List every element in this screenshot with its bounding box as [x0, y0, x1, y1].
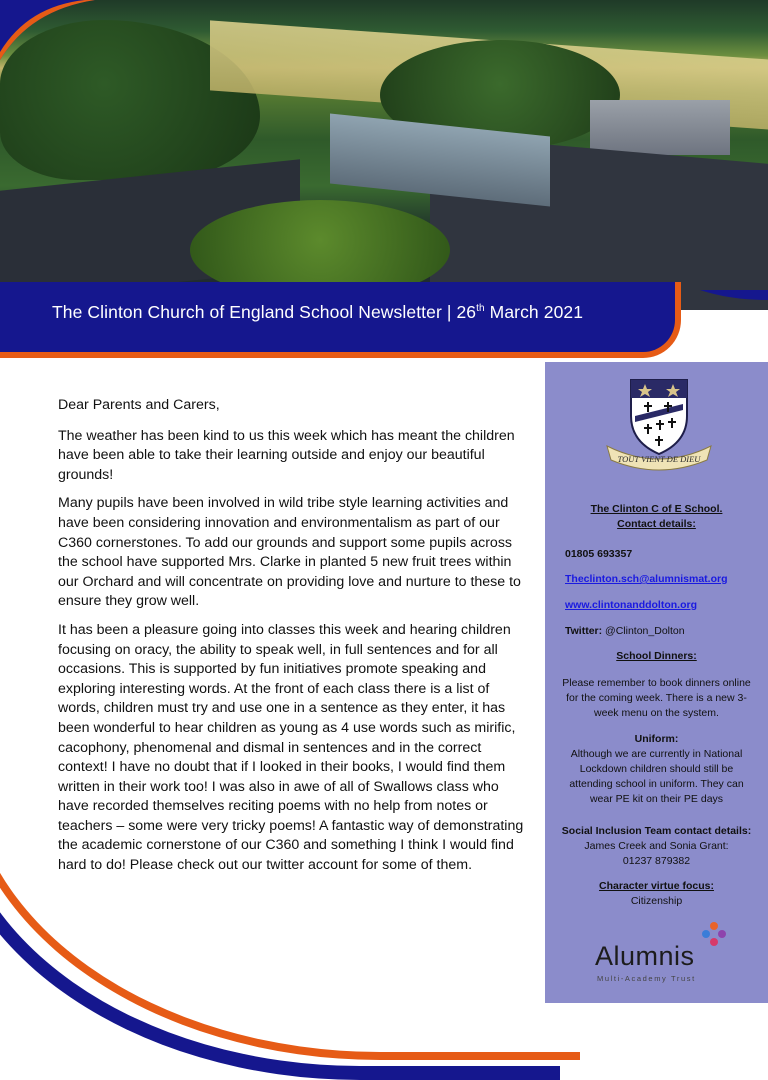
inclusion-heading: Social Inclusion Team contact details: — [561, 825, 752, 837]
virtue-text: Citizenship — [630, 895, 683, 907]
info-sidebar — [545, 362, 768, 1003]
dinners-text: Please remember to book dinners online for the coming week. There is a new 3-week menu on the system. — [562, 677, 751, 719]
newsletter-title: The Clinton Church of England School Newsletter | 26th March 2021 — [52, 302, 584, 322]
uniform-text: Although we are currently in National Lockdown children should still be attending school in uniform. They can wear PE kit on their PE days — [569, 748, 744, 805]
website-container — [565, 598, 768, 613]
school-crest-icon — [603, 376, 715, 476]
contact-title-line-2: Contact details: — [617, 518, 696, 530]
email-link[interactable]: Theclinton.sch@alumnismat.org — [565, 573, 728, 585]
letter-paragraph-2: Many pupils have been involved in wild tribe style learning activities and have been considering innovation and environmentalism as part of our C360 cornerstones. To add our grounds and support some pupils across the school have supported Mrs. Clarke in planted 5 new fruit trees within our Orchard and will concentrate on providing love and nurture to these to ensure they grow well. — [58, 495, 521, 610]
dinners-heading: School Dinners: — [616, 650, 697, 662]
virtue-heading: Character virtue focus: — [599, 880, 714, 892]
inclusion-names: James Creek and Sonia Grant: — [584, 840, 729, 852]
letter-body — [58, 396, 528, 885]
phone-number: 01805 693357 — [565, 548, 633, 560]
contact-title-line-1: The Clinton C of E School. — [590, 503, 723, 515]
letter-paragraph-3: It has been a pleasure going into classes this week and hearing children focusing on oracy, the ability to speak well, in full sentences and for all occasions. This is supported by fun initiatives promote speaking and exploring interesting words. At the front of each class there is a list of words, children must try and use one in a sentence as they enter, it has been wonderful to hear children as young as 4 use words such as mirific, cacophony, phenomenal and dismal in sentences and in the correct context! I have no doubt that if I looked in their books, I would find them written in their work too! I was also in awe of all of Swallows class who have recorded themselves reciting poems with no help from notes or teachers – some were very tricky poems! A fantastic way of demonstrating the academic cornerstone of our C360 and something I think I would find hard to do! Please check out our twitter account for some of them. — [58, 621, 524, 874]
twitter-line — [565, 624, 768, 639]
twitter-label: Twitter: — [565, 625, 603, 637]
alumnis-logo — [595, 937, 745, 997]
twitter-handle: @Clinton_Dolton — [602, 625, 685, 637]
letter-paragraph-1: The weather has been kind to us this week which has meant the children have been able to take their learning outside and enjoy our beautiful grounds! — [58, 427, 515, 483]
hero-photo-school-aerial — [0, 0, 768, 310]
hero-frame-corner — [0, 0, 768, 310]
alumnis-logo-subtitle: Multi-Academy Trust — [597, 974, 696, 983]
uniform-heading: Uniform: — [634, 733, 679, 745]
alumnis-logo-text: Alumnis — [595, 941, 695, 971]
letter-greeting: Dear Parents and Carers, — [58, 397, 220, 413]
crest-motto: TOUT VIENT DE DIEU — [617, 454, 701, 464]
website-link[interactable]: www.clintonanddolton.org — [565, 599, 698, 611]
alumnis-dots-icon — [699, 921, 729, 951]
contact-heading — [553, 502, 760, 532]
inclusion-phone: 01237 879382 — [622, 855, 691, 867]
email-container — [565, 572, 768, 587]
